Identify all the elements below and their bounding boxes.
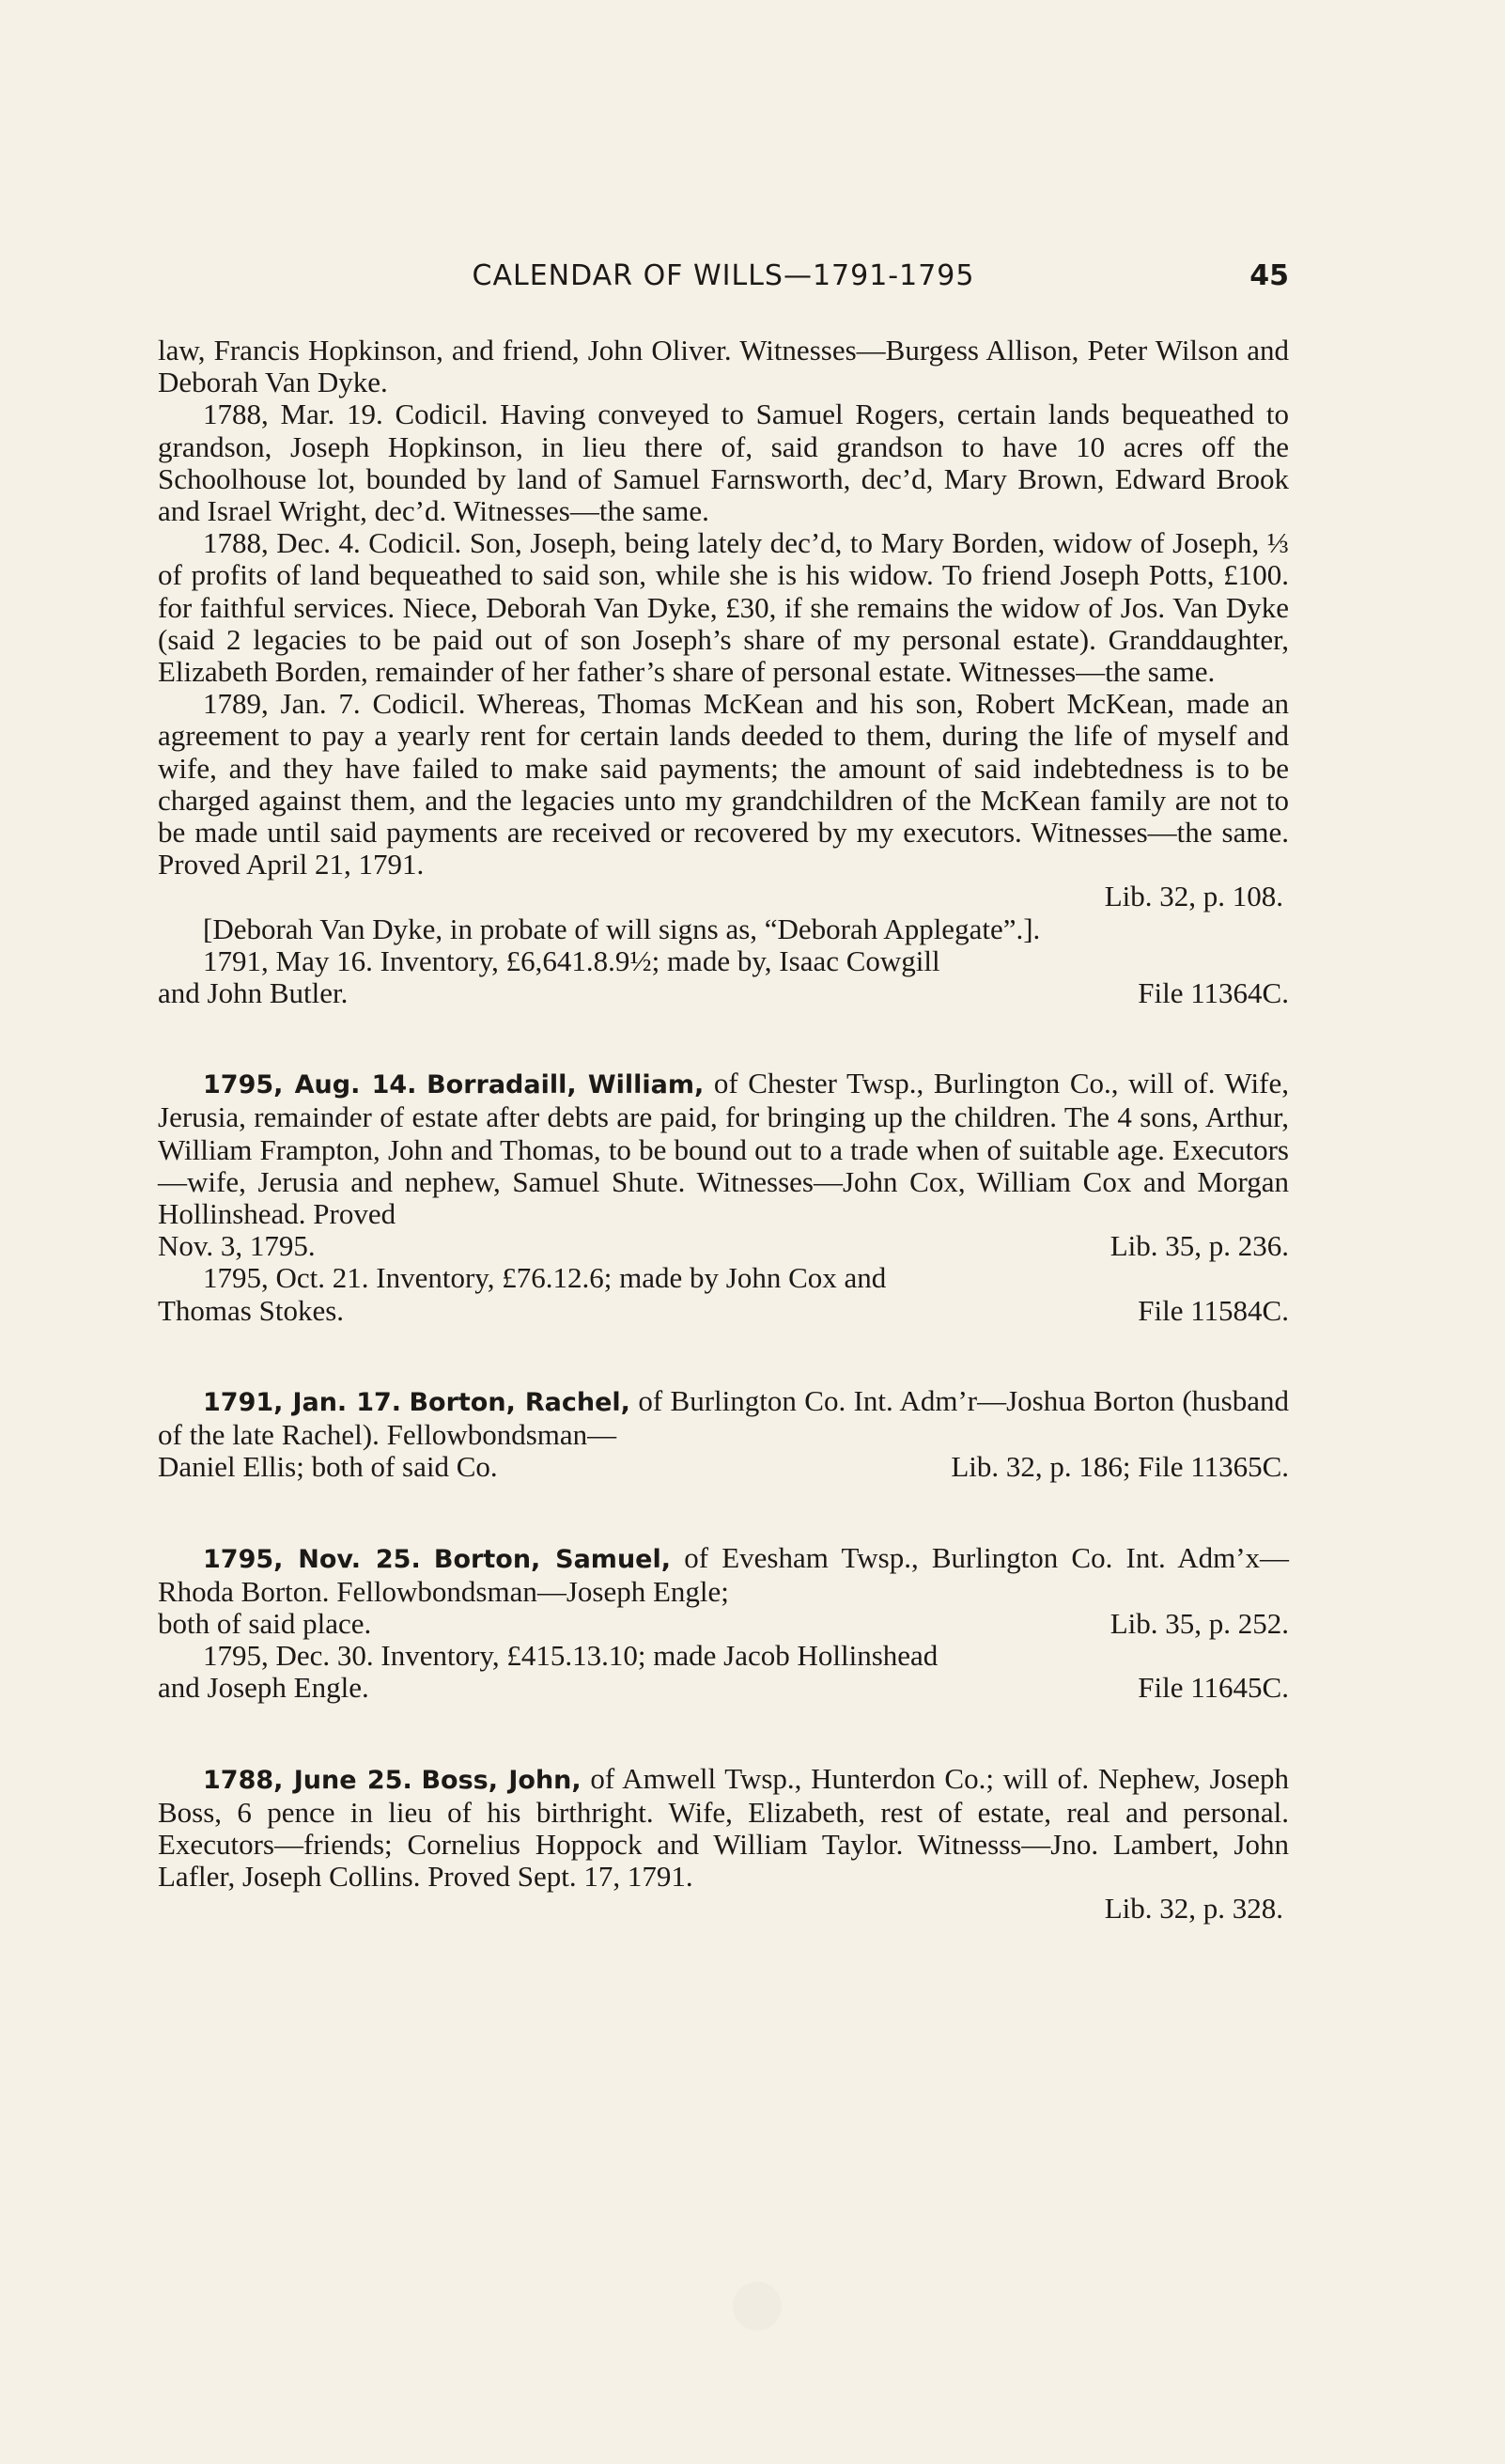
entry-date: 1795, Nov. 25. <box>203 1544 421 1574</box>
entry-text: of Burlington Co. Int. Adm’r—Joshua Borton (husband of the late Rachel). Fellowbondsman— <box>158 1383 1290 1452</box>
entry-date: 1791, Jan. 17. <box>203 1387 402 1417</box>
entry-paragraph <box>158 1542 1289 1608</box>
entry-last-line: both of said place. <box>158 1606 372 1640</box>
paper-blemish <box>733 2282 782 2331</box>
lib-reference: Lib. 32, p. 186; File 11365C. <box>951 1450 1289 1484</box>
lib-reference: Lib. 35, p. 236. <box>1109 1229 1289 1263</box>
lib-reference: Lib. 32, p. 328. <box>1104 1892 1283 1926</box>
entry-text: of Chester Twsp., Burlington Co., will of. Wife, Jerusia, remainder of estate after debts are paid, for bringing up the children. The 4 sons, Arthur, William Frampton, John and Thomas, to be bound out to a trade when of suitable age. Executors—wife, Jerusia and nephew, Samuel Shute. Witnesses—John Cox, William Cox and Morgan Hollinshead. Proved <box>158 1067 1290 1231</box>
document-page <box>158 254 1289 1984</box>
inventory-last-line: and John Butler. <box>158 976 349 1010</box>
inventory-paragraph: 1791, May 16. Inventory, £6,641.8.9½; made by, Isaac Cowgill <box>203 943 940 977</box>
codicil-paragraph: 1788, Dec. 4. Codicil. Son, Joseph, being lately dec’d, to Mary Borden, widow of Joseph, ⅓ of profits of land bequeathed to said son, while she is his widow. To friend Joseph Potts, £100. for faithful services. Niece, Deborah Van Dyke, £30, if she remains the widow of Jos. Van Dyke (said 2 legacies to be paid out of son Joseph’s share of my personal estate). Granddaughter, Elizabeth Borden, remainder of her father’s share of personal estate. Witnesses—the same. <box>158 526 1289 689</box>
inventory-last-line: Thomas Stokes. <box>158 1293 345 1327</box>
reference-line <box>158 881 1289 912</box>
entry-paragraph <box>158 1385 1289 1451</box>
lib-reference: Lib. 32, p. 108. <box>1104 880 1283 913</box>
entry-name: Borton, Samuel, <box>433 1544 671 1574</box>
entry-date: 1788, June 25. <box>203 1765 412 1795</box>
reference-line <box>158 1230 1289 1262</box>
entry-text: of Amwell Twsp., Hunterdon Co.; will of. Nephew, Joseph Boss, 6 pence in lieu of his birthright. Wife, Elizabeth, rest of estate, real and personal. Executors—friends; Cornelius Hoppock and William Taylor. Witnesss—Jno. Lambert, John Lafler, Joseph Collins. Proved Sept. 17, 1791. <box>158 1761 1289 1894</box>
inventory-paragraph: 1795, Dec. 30. Inventory, £415.13.10; made Jacob Hollinshead <box>203 1639 939 1673</box>
entry-name: Borton, Rachel, <box>409 1387 630 1417</box>
reference-line <box>158 1608 1289 1640</box>
entry-last-line: Daniel Ellis; both of said Co. <box>158 1450 498 1484</box>
file-reference: File 11584C. <box>1138 1293 1289 1327</box>
reference-line <box>158 1451 1289 1483</box>
will-entry-borton-samuel <box>158 1542 1289 1705</box>
inventory-paragraph: 1795, Oct. 21. Inventory, £76.12.6; made by John Cox and <box>203 1261 887 1295</box>
reference-line <box>158 1295 1289 1327</box>
entry-text: of Evesham Twsp., Burlington Co. Int. Adm’x—Rhoda Borton. Fellowbondsman—Joseph Engle; <box>158 1540 1290 1608</box>
inventory-last-line: and Joseph Engle. <box>158 1671 369 1705</box>
running-title: CALENDAR OF WILLS—1791-1795 <box>472 259 975 292</box>
entry-name: Borradaill, William, <box>427 1070 705 1100</box>
entry-paragraph <box>158 1068 1289 1230</box>
entry-name: Boss, John, <box>421 1765 582 1795</box>
file-reference: File 11645C. <box>1138 1671 1289 1705</box>
will-entry-hopkinson-continued <box>158 335 1289 1009</box>
reference-line <box>158 1672 1289 1704</box>
entry-date: 1795, Aug. 14. <box>203 1070 417 1100</box>
will-entry-boss <box>158 1763 1289 1926</box>
paragraph: law, Francis Hopkinson, and friend, John Oliver. Witnesses—Burgess Allison, Peter Wilson and Deborah Van Dyke. <box>158 334 1289 399</box>
file-reference: File 11364C. <box>1138 976 1289 1010</box>
page-number: 45 <box>1249 259 1289 292</box>
lib-reference: Lib. 35, p. 252. <box>1109 1606 1289 1640</box>
editorial-note: [Deborah Van Dyke, in probate of will signs as, “Deborah Applegate”.]. <box>203 912 1041 945</box>
codicil-paragraph: 1788, Mar. 19. Codicil. Having conveyed to Samuel Rogers, certain lands bequeathed to grandson, Joseph Hopkinson, in lieu there of, said grandson to have 10 acres off the Schoolhouse lot, bounded by land of Samuel Farnsworth, dec’d, Mary Brown, Edward Brook and Israel Wright, dec’d. Witnesses—the same. <box>158 398 1289 528</box>
running-head <box>158 254 1289 301</box>
codicil-paragraph: 1789, Jan. 7. Codicil. Whereas, Thomas McKean and his son, Robert McKean, made an agreement to pay a yearly rent for certain lands deeded to them, during the life of myself and wife, and they have failed to make said payments; the amount of said indebtedness is to be charged against them, and the legacies unto my grandchildren of the McKean family are not to be made until said payments are received or recovered by my executors. Witnesses—the same. Proved April 21, 1791. <box>158 687 1289 881</box>
will-entry-borradaill <box>158 1068 1289 1327</box>
reference-line <box>158 977 1289 1009</box>
entry-last-line: Nov. 3, 1795. <box>158 1229 316 1263</box>
reference-line <box>158 1893 1289 1925</box>
entry-paragraph <box>158 1763 1289 1894</box>
will-entry-borton-rachel <box>158 1385 1289 1484</box>
